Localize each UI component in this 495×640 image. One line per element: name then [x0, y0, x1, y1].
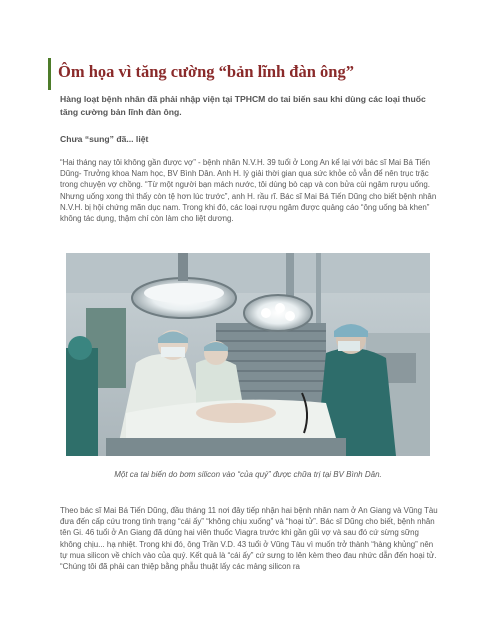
title-accent-bar — [48, 58, 51, 90]
photo-caption: Một ca tai biến do bơm silicon vào “của quý” được chữa trị tại BV Bình Dân. — [114, 470, 382, 479]
article-subheading: Chưa “sung” đã... liệt — [60, 134, 149, 144]
article-lead: Hàng loạt bệnh nhân đã phải nhập viện tại TPHCM do tai biến sau khi dùng các loại thuốc tăng cường bản lĩnh đàn ông. — [60, 94, 426, 117]
article-paragraph-1: “Hai tháng nay tôi không gần được vợ” - bệnh nhân N.V.H. 39 tuổi ở Long An kể lại với bác sĩ Mai Bá Tiến Dũng- Trưởng khoa Nam học, BV Bình Dân. Anh H. lý giải thời gian qua sức khỏe cỏ vẫn để nên trục trặc trong chuyện vợ chồng. “Từ một người bạn mách nước, tôi dùng bò cạp và con bửa cùi ngâm rượu uống. Nhưng uống xong thì thấy còn tệ hơn lúc trước”, anh H. rầu rĩ. Bác sĩ Mai Bá Tiến Dũng cho biết bệnh nhân N.V.H. bị hội chứng mãn dục nam. Trong khi đó, các loại rượu ngâm được quảng cáo “ông uống bà khen” không tác dụng, thậm chí còn làm cho liệt dương. — [60, 158, 437, 224]
article-paragraph-2: Theo bác sĩ Mai Bá Tiến Dũng, đầu tháng 11 nơi đây tiếp nhận hai bệnh nhân nam ở An Giang và Vũng Tàu đưa đến cấp cứu trong tình trạng “cái ấy” “không chịu xuống” và “hoại tử”. Bác sĩ Dũng cho biết, bệnh nhân tên Gi. 46 tuổi ở An Giang đã dùng hai viên thuốc Viagra trước khi gần gũi vợ và sau đó cứ sừng sững không chịu... hạ nhiệt. Trong khi đó, ông Trần V.D. 43 tuổi ở Vũng Tàu vì muốn trở thành “hàng khủng” nên tự mua silicon về chích vào của quý. Kết quả là “cái ấy” cứ sưng to lên kèm theo đau nhức dẫn đến hoại tử. “Chúng tôi đã phải can thiệp bằng phẫu thuật lấy các mảng silicon ra — [60, 506, 438, 572]
article-title: Ôm họa vì tăng cường “bản lĩnh đàn ông” — [58, 62, 354, 81]
surgery-photo — [66, 253, 430, 456]
